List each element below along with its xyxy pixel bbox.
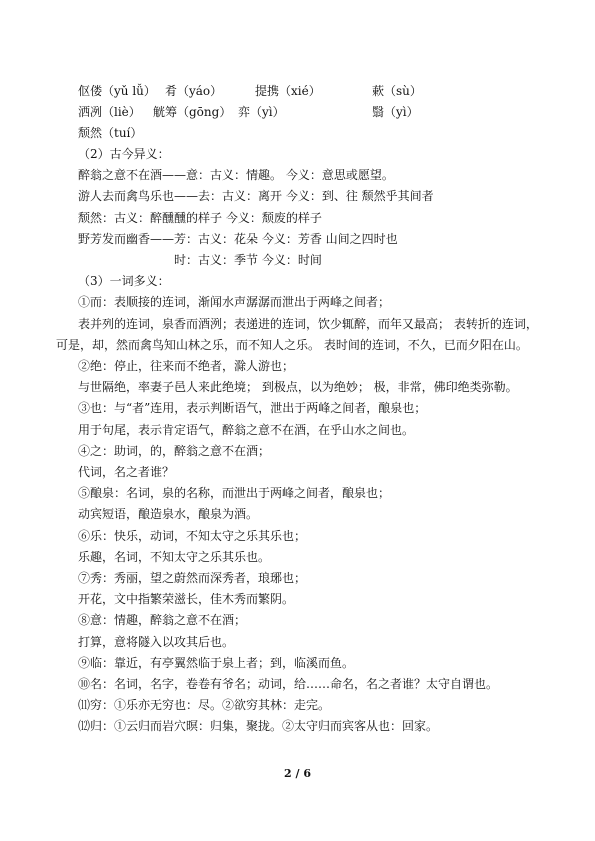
section-heading: （3）一词多义： xyxy=(78,274,170,288)
text-line: ⑦秀：秀丽，望之蔚然而深秀者，琅琊也； xyxy=(78,571,307,585)
pron-item: 觥筹（gōng） xyxy=(153,105,232,119)
page-number: 2 / 6 xyxy=(284,767,311,780)
text-line: ⑨临：靠近，有亭翼然临于泉上者；到，临溪而鱼。 xyxy=(78,656,355,670)
text-line: 乐趣，名词，不知太守之乐其乐也。 xyxy=(78,550,271,564)
text-line: 游人去而禽鸟乐也——去：古义：离开 今义：到、往 颓然乎其间者 xyxy=(78,189,434,203)
pron-item: 洒冽（liè） xyxy=(78,105,141,119)
pron-item: 弈（yì） xyxy=(238,105,285,119)
pron-item: 肴（yáo） xyxy=(165,84,223,98)
text-line: ⑩名：名词，名字，卷卷有爷名；动词，给……命名，名之者谁？太守自谓也。 xyxy=(78,677,499,691)
pronunciation-row-1 xyxy=(78,83,578,99)
text-line: 醉翁之意不在酒——意：古义：情趣。 今义：意思或愿望。 xyxy=(78,168,394,182)
text-line: 表并列的连词，泉香而酒洌；表递进的连词，饮少辄醉，而年又最高； 表转折的连词， xyxy=(78,317,538,331)
text-line: ⑥乐：快乐，动词，不知太守之乐其乐也； xyxy=(78,529,307,543)
text-line: ⑤酿泉：名词，泉的名称，而泄出于两峰之间者，酿泉也； xyxy=(78,486,391,500)
text-line: ⑾穷：①乐亦无穷也：尽。②欲穷其林：走完。 xyxy=(78,698,331,712)
section-heading: （2）古今异义： xyxy=(78,147,170,161)
pron-item: 提携（xié） xyxy=(255,84,321,98)
text-line: 代词，名之者谁？ xyxy=(78,465,175,479)
text-line: ①而：表顺接的连词，渐闻水声潺潺而泄出于两峰之间者； xyxy=(78,295,391,309)
text-line: 时：古义：季节 今义：时间 xyxy=(174,253,322,267)
text-line: ③也：与“者”连用，表示判断语气，泄出于两峰之间者，酿泉也； xyxy=(78,401,427,415)
text-line: 颓然：古义：醉醺醺的样子 今义：颓废的样子 xyxy=(78,211,322,225)
text-line: ②绝：停止，往来而不绝者，滁人游也； xyxy=(78,359,295,373)
pron-item: 蔌（sù） xyxy=(372,84,422,98)
pron-item: 翳（yì） xyxy=(372,105,419,119)
text-line: 可是，却，然而禽鸟知山林之乐，而不知人之乐。 表时间的连词，不久，已而夕阳在山。 xyxy=(56,338,528,352)
text-line: 打算，意将隧入以攻其后也。 xyxy=(78,635,235,649)
text-line: 野芳发而幽香——芳：古义：花朵 今义：芳香 山间之四时也 xyxy=(78,232,398,246)
pron-item: 颓然（tuí） xyxy=(78,126,143,140)
pronunciation-row-2 xyxy=(78,104,578,120)
text-line: ⑿归：①云归而岩穴暝：归集，聚拢。②太守归而宾客从也：回家。 xyxy=(78,719,439,733)
text-line: ⑧意：情趣，醉翁之意不在酒； xyxy=(78,613,247,627)
pronunciation-row-3 xyxy=(78,125,578,141)
text-line: 用于句尾，表示肯定语气，醉翁之意不在酒，在乎山水之间也。 xyxy=(78,423,415,437)
text-line: 与世隔绝，率妻子邑人来此绝境； 到极点，以为绝妙； 极，非常，佛印绝类弥勒。 xyxy=(78,380,518,394)
text-line: 开花，文中指繁荣滋长，佳木秀而繁阴。 xyxy=(78,592,295,606)
text-line: 动宾短语，酿造泉水，酿泉为酒。 xyxy=(78,507,259,521)
pron-item: 伛偻（yǔ lǚ） xyxy=(78,84,156,98)
text-line: ④之：助词，的，醉翁之意不在酒； xyxy=(78,444,271,458)
